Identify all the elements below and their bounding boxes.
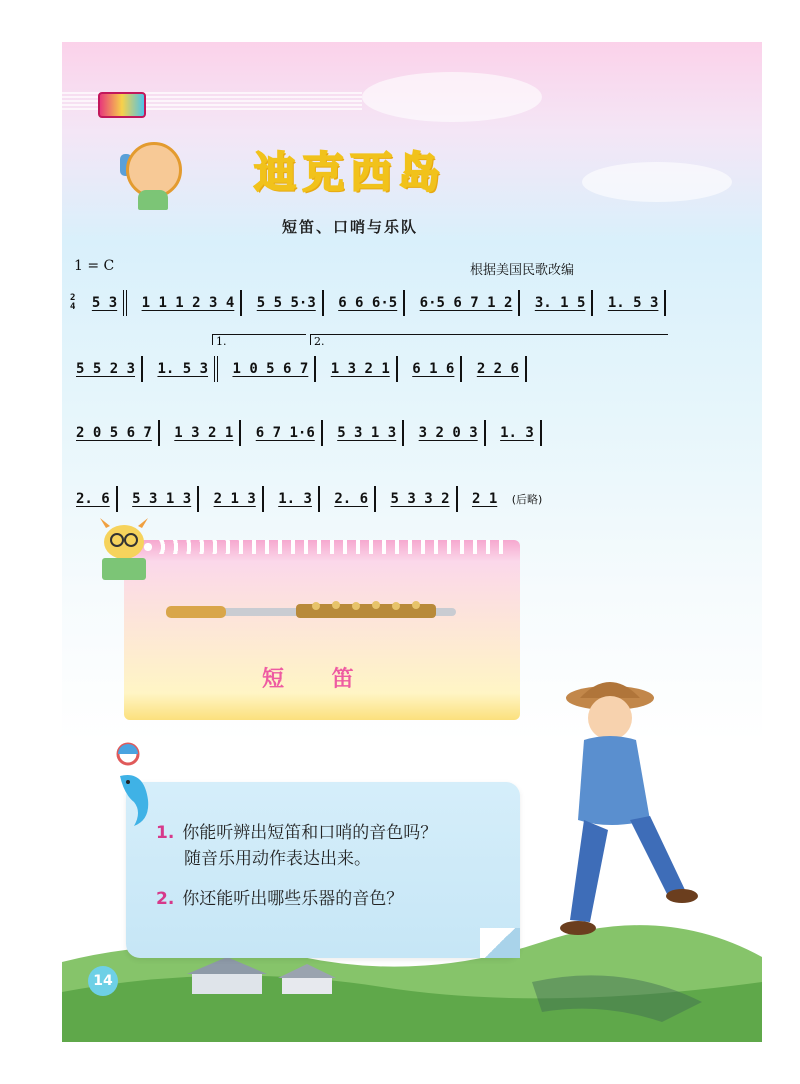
score-ending: (后略)	[511, 493, 543, 506]
score-row-1	[70, 290, 680, 316]
score-measure: 5 3 1 3	[331, 420, 404, 446]
score-measure: 1 0 5 6 7	[226, 356, 316, 382]
notebook-spiral	[142, 540, 512, 554]
score-measure: 3 2 0 3	[413, 420, 486, 446]
score-measure: 6 6 6·5	[332, 290, 405, 316]
score-measure: 6·5 6 7 1 2	[414, 290, 521, 316]
score-measure: 2. 6	[70, 486, 118, 512]
score-measure: 6 1 6	[406, 356, 462, 382]
cloud	[582, 162, 732, 202]
cowboy-boy-illustration	[500, 670, 740, 990]
score-measure: 5 3 3 2	[385, 486, 458, 512]
score-measure: 5 5 5·3	[251, 290, 324, 316]
arrangement-credit: 根据美国民歌改编	[470, 263, 575, 278]
score-measure: 1. 3	[272, 486, 320, 512]
score-measure: 3. 1 5	[529, 290, 594, 316]
accordion-icon	[98, 92, 146, 118]
score-measure: 2. 6	[328, 486, 376, 512]
score-measure: 2 0 5 6 7	[70, 420, 160, 446]
score-measure: 1. 5 3	[151, 356, 218, 382]
song-subtitle: 短笛、口哨与乐队	[281, 218, 418, 236]
score-row-3	[70, 420, 680, 446]
score-measure: 2 2 6	[471, 356, 527, 382]
score-measure: 6 7 1·6	[250, 420, 323, 446]
score-measure: 5 3	[86, 290, 127, 316]
score-measure: 1 3 2 1	[325, 356, 398, 382]
question-2: 2. 你还能听出哪些乐器的音色？	[156, 889, 404, 909]
score-measure: 1. 3	[494, 420, 542, 446]
score-row-4	[70, 486, 680, 512]
dolphin-ball-icon	[104, 742, 164, 832]
song-title: 迪克西岛	[253, 148, 446, 197]
volta-2: 2.	[310, 334, 668, 345]
score-row-2	[70, 356, 680, 382]
score-measure: 1 3 2 1	[168, 420, 241, 446]
flute-label: 短 笛	[262, 667, 374, 692]
time-signature: 2 4	[70, 293, 76, 312]
score-measure: 5 3 1 3	[126, 486, 199, 512]
flute-card	[124, 540, 520, 720]
cloud	[362, 72, 542, 122]
kid-body	[138, 190, 168, 210]
score-measure: 1. 5 3	[602, 290, 667, 316]
score-measure: 2 1 3	[208, 486, 264, 512]
page-number: 14	[88, 966, 118, 996]
score-measure: 5 5 2 3	[70, 356, 143, 382]
question-card	[126, 782, 520, 958]
volta-1: 1.	[212, 334, 306, 345]
key-signature: 1 = C	[74, 258, 115, 274]
score-measure: 1 1 1 2 3 4	[136, 290, 243, 316]
score-measure: 2 1	[471, 491, 498, 507]
cow-reading-icon	[96, 516, 152, 586]
question-1: 1. 你能听辨出短笛和口哨的音色吗？ 随音乐用动作表达出来。	[156, 823, 438, 869]
piccolo-icon	[166, 598, 456, 624]
